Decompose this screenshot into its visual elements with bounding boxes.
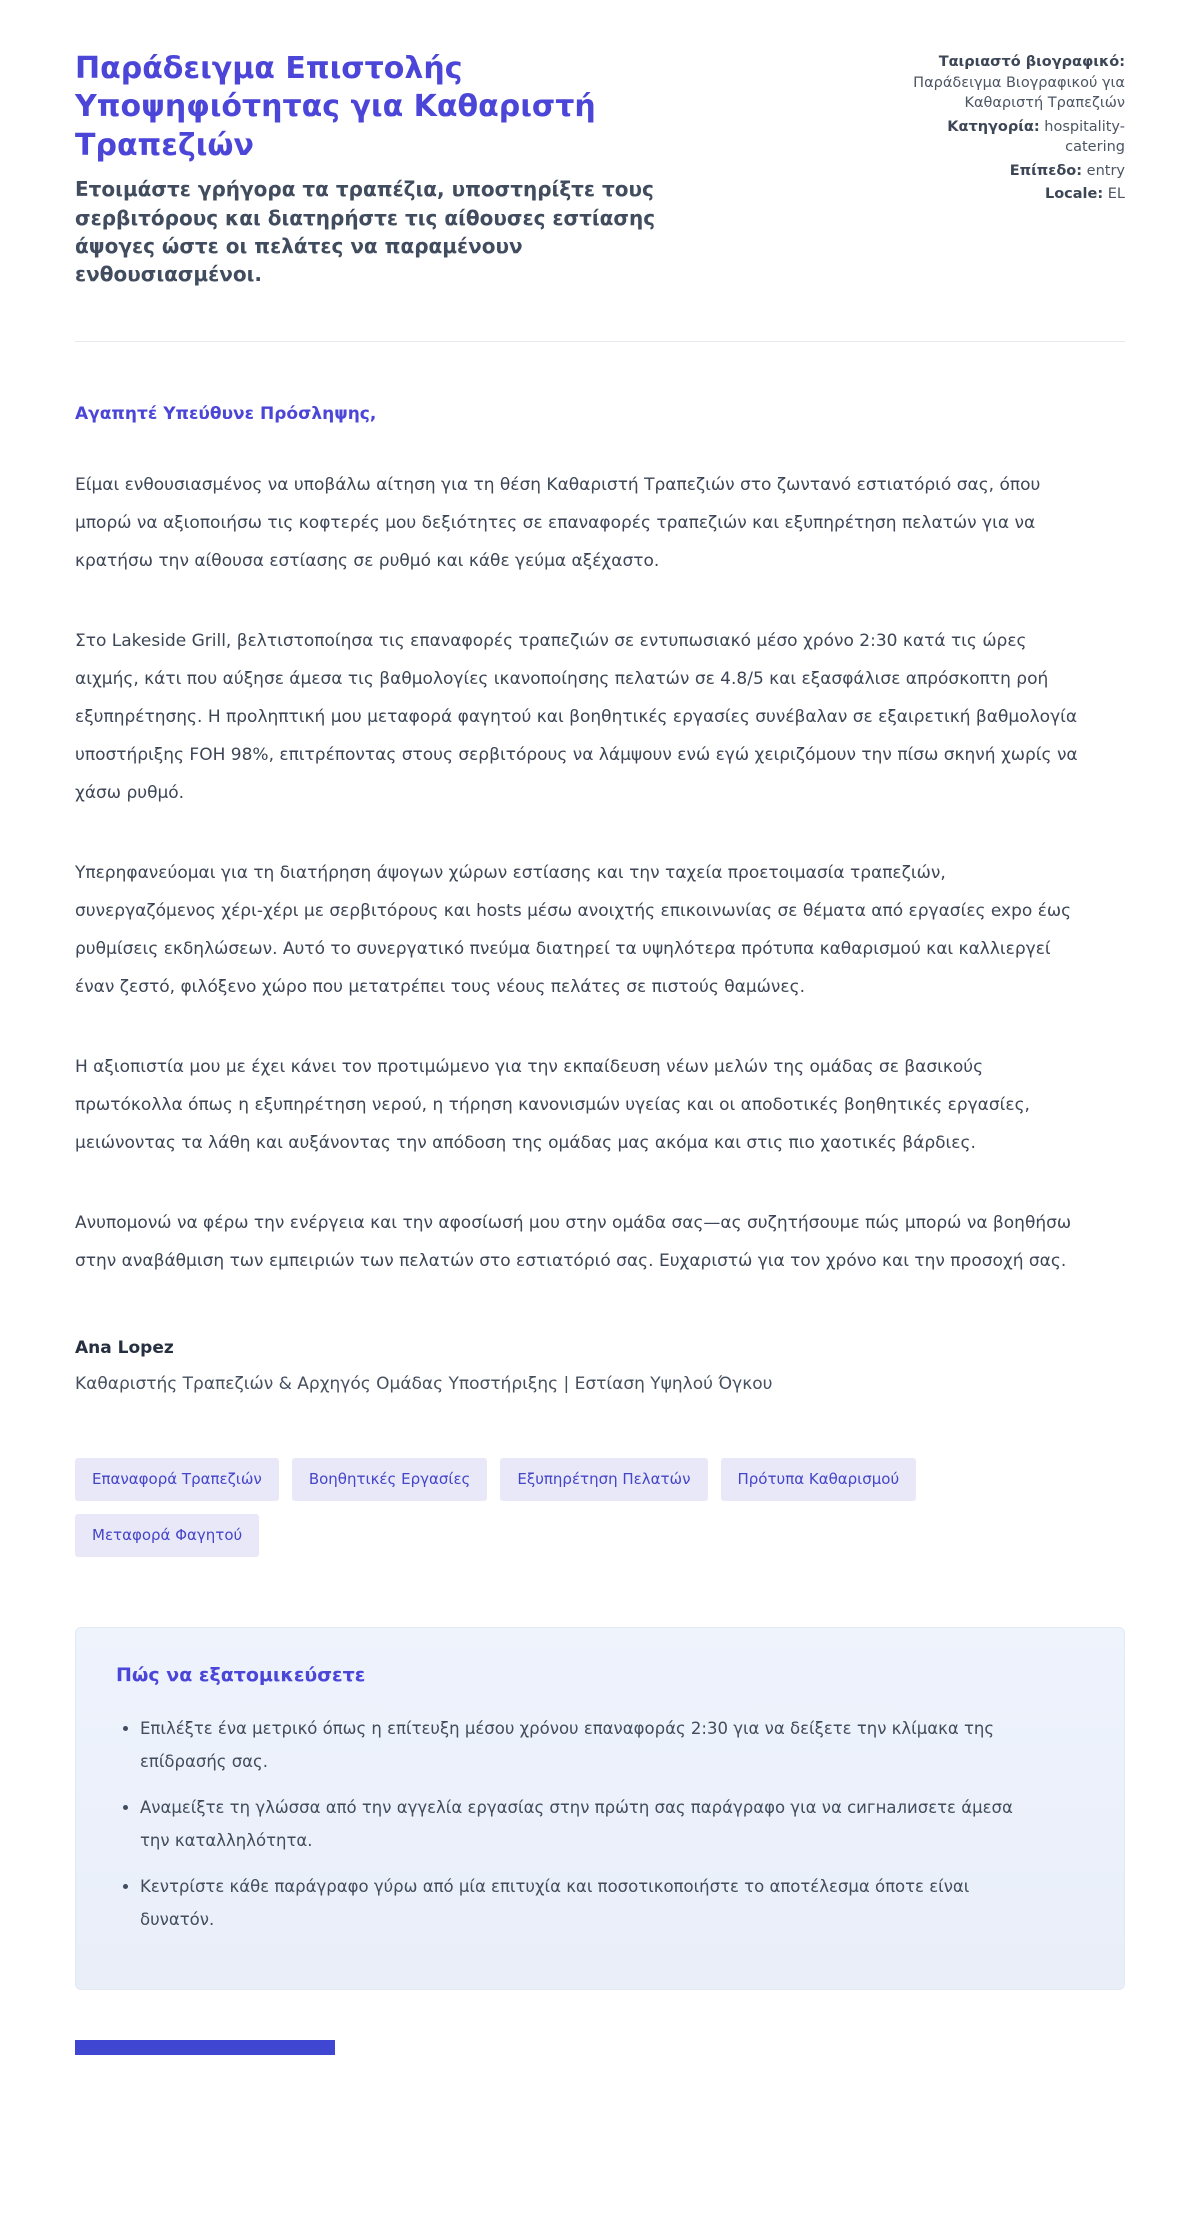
skill-tag: Εξυπηρέτηση Πελατών xyxy=(500,1458,707,1501)
footer-accent-bar xyxy=(75,2040,335,2055)
tips-list xyxy=(116,1712,1084,1936)
header-divider xyxy=(75,341,1125,342)
skill-tags xyxy=(75,1458,1085,1557)
meta-category-label: Κατηγορία: xyxy=(947,118,1040,135)
page-title: Παράδειγμα Επιστολής Υποψηφιότητας για Καθαριστή Τραπεζιών xyxy=(75,51,596,163)
letter-paragraph: Υπερηφανεύομαι για τη διατήρηση άψογων χώρων εστίασης και την ταχεία προετοιμασία τραπεζιών, συνεργαζόμενος χέρι-χέρι με σερβιτόρους και hosts μέσω ανοιχτής επικοινωνίας σε θέματα από εργασίες expo έως ρυθμίσεις εκδηλώσεων. Αυτό το συνεργατικό πνεύμα διατηρεί τα υψηλότερα πρότυπα καθαρισμού και καλλιεργεί έναν ζεστό, φιλόξενο χώρο που μετατρέπει τους νέους πελάτες σε πιστούς θαμώνες. xyxy=(75,862,1072,997)
skill-tag: Επαναφορά Τραπεζιών xyxy=(75,1458,279,1501)
skill-tag: Βοηθητικές Εργασίες xyxy=(292,1458,488,1501)
letter-body xyxy=(75,404,1125,1394)
meta-locale-value: EL xyxy=(1107,186,1125,203)
tip-item: • Επιλέξτε ένα μετρικό όπως η επίτευξη μέσου χρόνου επαναφοράς 2:30 για να δείξετε την κλίμακα της επίδρασής σας. xyxy=(140,1712,1020,1778)
skill-tag: Πρότυπα Καθαρισμού xyxy=(721,1458,917,1501)
letter-paragraph: Ανυπομονώ να φέρω την ενέργεια και την αφοσίωσή μου στην ομάδα σας—ας συζητήσουμε πώς μπορώ να βοηθήσω στην αναβάθμιση των εμπειριών των πελατών στο εστιατόριό σας. Ευχαριστώ για τον χρόνο και την προσοχή σας. xyxy=(75,1212,1072,1271)
skill-tag: Μεταφορά Φαγητού xyxy=(75,1514,259,1557)
signature-name: Ana Lopez xyxy=(75,1337,174,1358)
letter-greeting: Αγαπητέ Υπεύθυνε Πρόσληψης, xyxy=(75,403,377,424)
letter-paragraph: Είμαι ενθουσιασμένος να υποβάλω αίτηση για τη θέση Καθαριστή Τραπεζιών στο ζωντανό εστιατόριό σας, όπου μπορώ να αξιοποιήσω τις κοφτερές μου δεξιότητες σε επαναφορές τραπεζιών και εξυπηρέτηση πελατών για να κρατήσω την αίθουσα εστίασης σε ρυθμό και κάθε γεύμα αξέχαστο. xyxy=(75,474,1041,571)
meta-matching-resume-label: Ταιριαστό βιογραφικό: xyxy=(938,54,1125,70)
page-header xyxy=(75,50,1125,289)
meta-level-label: Επίπεδο: xyxy=(1009,162,1083,179)
letter-paragraph: Στο Lakeside Grill, βελτιστοποίησα τις επαναφορές τραπεζιών σε εντυπωσιακό μέσο χρόνο 2:30 κατά τις ώρες αιχμής, κάτι που αύξησε άμεσα τις βαθμολογίες ικανοποίησης πελατών σε 4.8/5 και εξασφάλισε απρόσκοπτη ροή εξυπηρέτησης. Η προληπτική μου μεταφορά φαγητού και βοηθητικές εργασίες συνέβαλαν σε εξαιρετική βαθμολογία υποστήριξης FOH 98%, επιτρέποντας στους σερβιτόρους να λάμψουν ενώ εγώ χειριζόμουν την πίσω σκηνή χωρίς να χάσω ρυθμό. xyxy=(75,630,1078,803)
meta-locale xyxy=(905,184,1125,205)
page-subtitle: Ετοιμάστε γρήγορα τα τραπέζια, υποστηρίξτε τους σερβιτόρους και διατηρήστε τις αίθουσες εστίασης άψογες ώστε οι πελάτες να παραμένουν ενθουσιασμένοι. xyxy=(75,177,656,287)
how-to-personalize-box xyxy=(75,1627,1125,1990)
signature-role: Καθαριστής Τραπεζιών & Αρχηγός Ομάδας Υποστήριξης | Εστίαση Υψηλού Όγκου xyxy=(75,1373,773,1394)
meta-level-value: entry xyxy=(1086,162,1125,179)
meta-matching-resume xyxy=(905,52,1125,114)
tip-item: • Κεντρίστε κάθε παράγραφο γύρω από μία επιτυχία και ποσοτικοποιήστε το αποτέλεσμα όποτε είναι δυνατόν. xyxy=(140,1870,1020,1936)
meta-category-value: hospitality-catering xyxy=(1044,118,1125,156)
meta-panel xyxy=(905,50,1125,289)
meta-matching-resume-value: Παράδειγμα Βιογραφικού για Καθαριστή Τραπεζιών xyxy=(913,74,1125,112)
meta-level xyxy=(905,161,1125,182)
letter-paragraph: Η αξιοπιστία μου με έχει κάνει τον προτιμώμενο για την εκπαίδευση νέων μελών της ομάδας σε βασικούς πρωτόκολλα όπως η εξυπηρέτηση νερού, η τήρηση κανονισμών υγείας και οι αποδοτικές βοηθητικές εργασίες, μειώνοντας τα λάθη και αυξάνοντας την απόδοση της ομάδας μας ακόμα και στις πιο χαοτικές βάρδιες. xyxy=(75,1056,1030,1153)
header-title-block xyxy=(75,50,865,289)
tip-item: • Αναμείξτε τη γλώσσα από την αγγελία εργασίας στην πρώτη σας παράγραφο για να сигналиσετε άμεσα την καταλληλότητα. xyxy=(140,1791,1020,1857)
meta-locale-label: Locale: xyxy=(1044,186,1104,203)
meta-category xyxy=(905,117,1125,158)
tips-heading: Πώς να εξατομικεύσετε xyxy=(116,1663,366,1686)
